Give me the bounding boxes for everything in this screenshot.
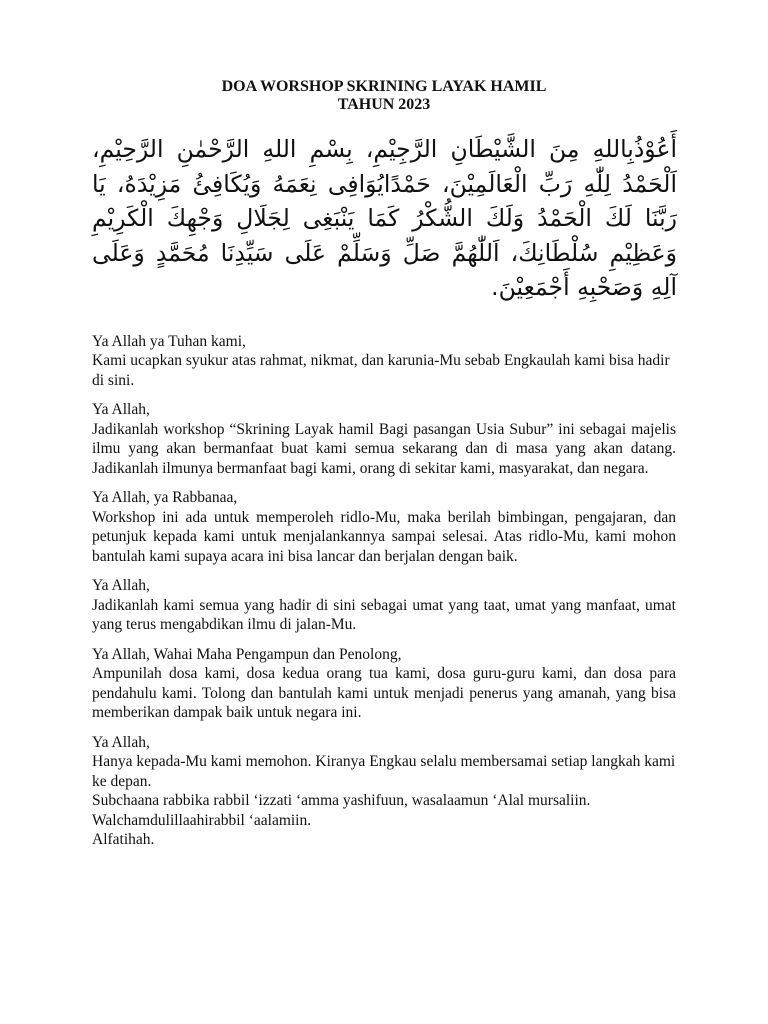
arabic-opening-prayer: أَعُوْذُبِاللهِ مِنَ الشَّيْطَانِ الرَّجِيْمِ، بِسْمِ اللهِ الرَّحْمٰنِ الرَّحِيْمِ، اَلْحَمْدُ لِلّٰهِ رَبِّ الْعَالَمِيْنَ، حَمْدًايُوَافِى نِعَمَهُ وَيُكَافِئُ مَزِيْدَهُ، يَا رَبَّنَا لَكَ الْحَمْدُ وَلَكَ الشُّكْرُ كَمَا يَنْبَغِى لِجَلَالِ وَجْهِكَ الْكَرِيْمِ وَعَظِيْمِ سُلْطَانِكَ، اَللّٰهُمَّ صَلِّ وَسَلِّمْ عَلَى سَيِّدِنَا مُحَمَّدٍ وَعَلَى آلِهِ وَصَحْبِهِ أَجْمَعِيْنَ. <box>92 135 677 301</box>
paragraph-text: Ampunilah dosa kami, dosa kedua orang tua kami, dosa guru-guru kami, dan dosa para pendahulu kami. Tolong dan bantulah kami untuk menjadi penerus yang amanah, yang bisa memberikan dampak baik untuk negara ini. <box>92 665 676 721</box>
closing-fatihah: Alfatihah. <box>92 831 155 848</box>
document-page <box>92 78 676 860</box>
paragraph-heading: Ya Allah, Wahai Maha Pengampun dan Penolong, <box>92 645 402 663</box>
paragraph-2 <box>92 400 676 478</box>
paragraph-1 <box>92 332 676 391</box>
paragraph-4 <box>92 576 676 635</box>
closing-paragraph <box>92 733 676 850</box>
paragraph-3 <box>92 488 676 566</box>
paragraph-heading: Ya Allah, <box>92 401 150 418</box>
paragraph-heading: Ya Allah ya Tuhan kami, <box>92 332 246 350</box>
paragraph-heading: Ya Allah, ya Rabbanaa, <box>92 489 238 506</box>
closing-hamdalah: Walchamdulillaahirabbil ‘aalamiin. <box>92 811 312 829</box>
closing-text: Hanya kepada-Mu kami memohon. Kiranya Engkau selalu membersamai setiap langkah kami ke depan. <box>92 753 676 790</box>
title-line-2: TAHUN 2023 <box>337 96 431 113</box>
closing-heading: Ya Allah, <box>92 733 150 751</box>
paragraph-text: Workshop ini ada untuk memperoleh ridlo-Mu, maka berilah bimbingan, pengajaran, dan petunjuk kepada kami untuk menjalankannya sampai selesai. Atas ridlo-Mu, kami mohon bantulah kami supaya acara ini bisa lancar dan berjalan dengan baik. <box>92 508 676 565</box>
paragraph-text: Jadikanlah kami semua yang hadir di sini sebagai umat yang taat, umat yang manfaat, umat yang terus mengabdikan ilmu di jalan-Mu. <box>92 596 676 633</box>
title-line-1: DOA WORSHOP SKRINING LAYAK HAMIL <box>221 78 547 95</box>
paragraph-text: Kami ucapkan syukur atas rahmat, nikmat, dan karunia-Mu sebab Engkaulah kami bisa hadir di sini. <box>92 352 670 389</box>
paragraph-5 <box>92 645 676 723</box>
paragraph-text: Jadikanlah workshop “Skrining Layak hamil Bagi pasangan Usia Subur” ini sebagai majelis ilmu yang akan bermanfaat buat kami semua sekarang dan di masa yang akan datang. Jadikanlah ilmunya bermanfaat bagi kami, orang di sekitar kami, masyarakat, dan negara. <box>92 420 676 477</box>
prayer-body <box>92 332 676 850</box>
paragraph-heading: Ya Allah, <box>92 577 150 594</box>
document-title <box>92 78 676 114</box>
closing-tasbih: Subchaana rabbika rabbil ‘izzati ‘amma yashifuun, wasalaamun ‘Alal mursaliin. <box>92 792 591 809</box>
